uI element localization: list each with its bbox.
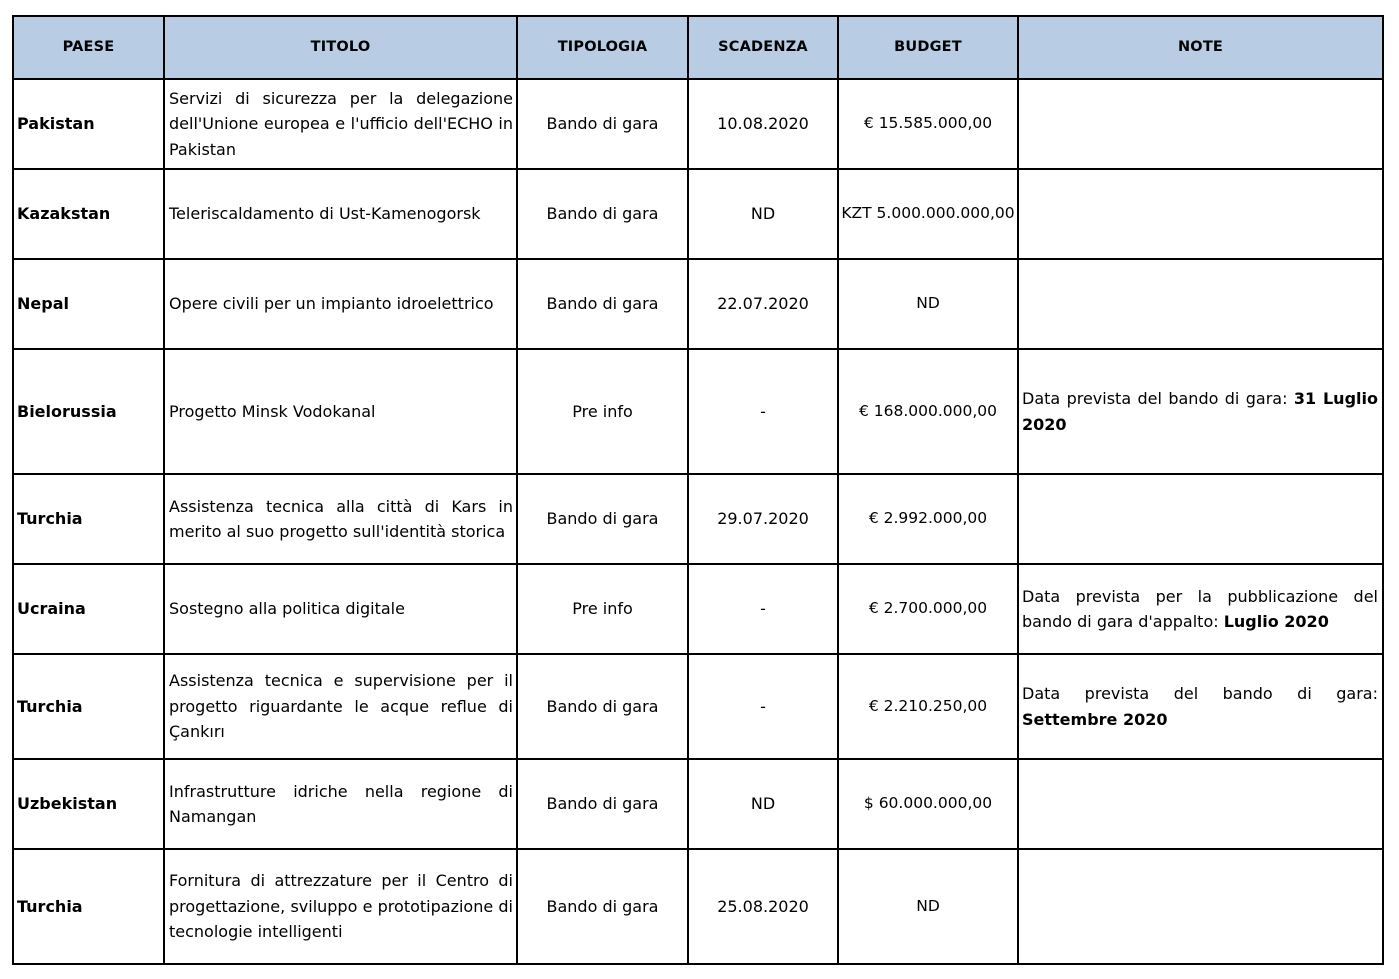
note-date: 31 Luglio 2020 bbox=[1022, 389, 1378, 434]
cell-scadenza: ND bbox=[688, 759, 838, 849]
cell-paese: Turchia bbox=[13, 849, 164, 964]
cell-paese: Nepal bbox=[13, 259, 164, 349]
cell-note bbox=[1018, 759, 1383, 849]
cell-tipologia: Bando di gara bbox=[517, 169, 688, 259]
header-tipologia: TIPOLOGIA bbox=[517, 16, 688, 79]
cell-budget: € 168.000.000,00 bbox=[838, 349, 1018, 474]
header-paese: PAESE bbox=[13, 16, 164, 79]
cell-titolo: Opere civili per un impianto idroelettrico bbox=[164, 259, 517, 349]
cell-tipologia: Bando di gara bbox=[517, 79, 688, 169]
note-text: Data prevista del bando di gara: bbox=[1022, 389, 1294, 408]
cell-titolo: Sostegno alla politica digitale bbox=[164, 564, 517, 654]
cell-tipologia: Bando di gara bbox=[517, 759, 688, 849]
cell-scadenza: ND bbox=[688, 169, 838, 259]
cell-paese: Turchia bbox=[13, 654, 164, 759]
cell-titolo: Servizi di sicurezza per la delegazione dell'Unione europea e l'ufficio dell'ECHO in Pakistan bbox=[164, 79, 517, 169]
cell-titolo: Teleriscaldamento di Ust-Kamenogorsk bbox=[164, 169, 517, 259]
cell-tipologia: Bando di gara bbox=[517, 654, 688, 759]
cell-titolo: Assistenza tecnica e supervisione per il progetto riguardante le acque reflue di Çankırı bbox=[164, 654, 517, 759]
table-row bbox=[13, 474, 1383, 564]
cell-scadenza: - bbox=[688, 654, 838, 759]
table-row bbox=[13, 169, 1383, 259]
table-row bbox=[13, 759, 1383, 849]
cell-scadenza: 10.08.2020 bbox=[688, 79, 838, 169]
cell-note bbox=[1018, 849, 1383, 964]
cell-note bbox=[1018, 474, 1383, 564]
cell-note bbox=[1018, 79, 1383, 169]
cell-budget: € 2.992.000,00 bbox=[838, 474, 1018, 564]
cell-note bbox=[1018, 259, 1383, 349]
cell-budget: KZT 5.000.000.000,00 bbox=[838, 169, 1018, 259]
cell-tipologia: Bando di gara bbox=[517, 474, 688, 564]
cell-paese: Bielorussia bbox=[13, 349, 164, 474]
cell-scadenza: - bbox=[688, 564, 838, 654]
cell-note bbox=[1018, 564, 1383, 654]
cell-budget: € 15.585.000,00 bbox=[838, 79, 1018, 169]
cell-scadenza: 22.07.2020 bbox=[688, 259, 838, 349]
cell-paese: Kazakstan bbox=[13, 169, 164, 259]
header-row bbox=[13, 16, 1383, 79]
table-row bbox=[13, 654, 1383, 759]
table-row bbox=[13, 849, 1383, 964]
header-note: NOTE bbox=[1018, 16, 1383, 79]
cell-paese: Turchia bbox=[13, 474, 164, 564]
cell-note bbox=[1018, 169, 1383, 259]
note-date: Settembre 2020 bbox=[1022, 709, 1168, 729]
cell-scadenza: 29.07.2020 bbox=[688, 474, 838, 564]
cell-tipologia: Pre info bbox=[517, 564, 688, 654]
header-titolo: TITOLO bbox=[164, 16, 517, 79]
cell-paese: Pakistan bbox=[13, 79, 164, 169]
table-row bbox=[13, 349, 1383, 474]
cell-tipologia: Bando di gara bbox=[517, 849, 688, 964]
cell-scadenza: - bbox=[688, 349, 838, 474]
header-budget: BUDGET bbox=[838, 16, 1018, 79]
cell-paese: Uzbekistan bbox=[13, 759, 164, 849]
cell-note bbox=[1018, 654, 1383, 759]
cell-titolo: Infrastrutture idriche nella regione di Namangan bbox=[164, 759, 517, 849]
cell-budget: ND bbox=[838, 849, 1018, 964]
cell-budget: ND bbox=[838, 259, 1018, 349]
cell-titolo: Assistenza tecnica alla città di Kars in merito al suo progetto sull'identità storica bbox=[164, 474, 517, 564]
cell-tipologia: Bando di gara bbox=[517, 259, 688, 349]
cell-note bbox=[1018, 349, 1383, 474]
table-row bbox=[13, 564, 1383, 654]
cell-paese: Ucraina bbox=[13, 564, 164, 654]
table-row bbox=[13, 259, 1383, 349]
table-body bbox=[13, 79, 1383, 964]
note-text: Data prevista per la pubblicazione del bando di gara d'appalto: bbox=[1022, 586, 1378, 631]
cell-budget: € 2.700.000,00 bbox=[838, 564, 1018, 654]
cell-tipologia: Pre info bbox=[517, 349, 688, 474]
cell-budget: $ 60.000.000,00 bbox=[838, 759, 1018, 849]
cell-budget: € 2.210.250,00 bbox=[838, 654, 1018, 759]
header-scadenza: SCADENZA bbox=[688, 16, 838, 79]
cell-titolo: Fornitura di attrezzature per il Centro di progettazione, sviluppo e prototipazione di tecnologie intelligenti bbox=[164, 849, 517, 964]
note-text: Data prevista del bando di gara: bbox=[1022, 684, 1378, 703]
table-row bbox=[13, 79, 1383, 169]
tenders-table bbox=[12, 15, 1384, 965]
cell-titolo: Progetto Minsk Vodokanal bbox=[164, 349, 517, 474]
cell-scadenza: 25.08.2020 bbox=[688, 849, 838, 964]
note-date: Luglio 2020 bbox=[1223, 612, 1329, 631]
